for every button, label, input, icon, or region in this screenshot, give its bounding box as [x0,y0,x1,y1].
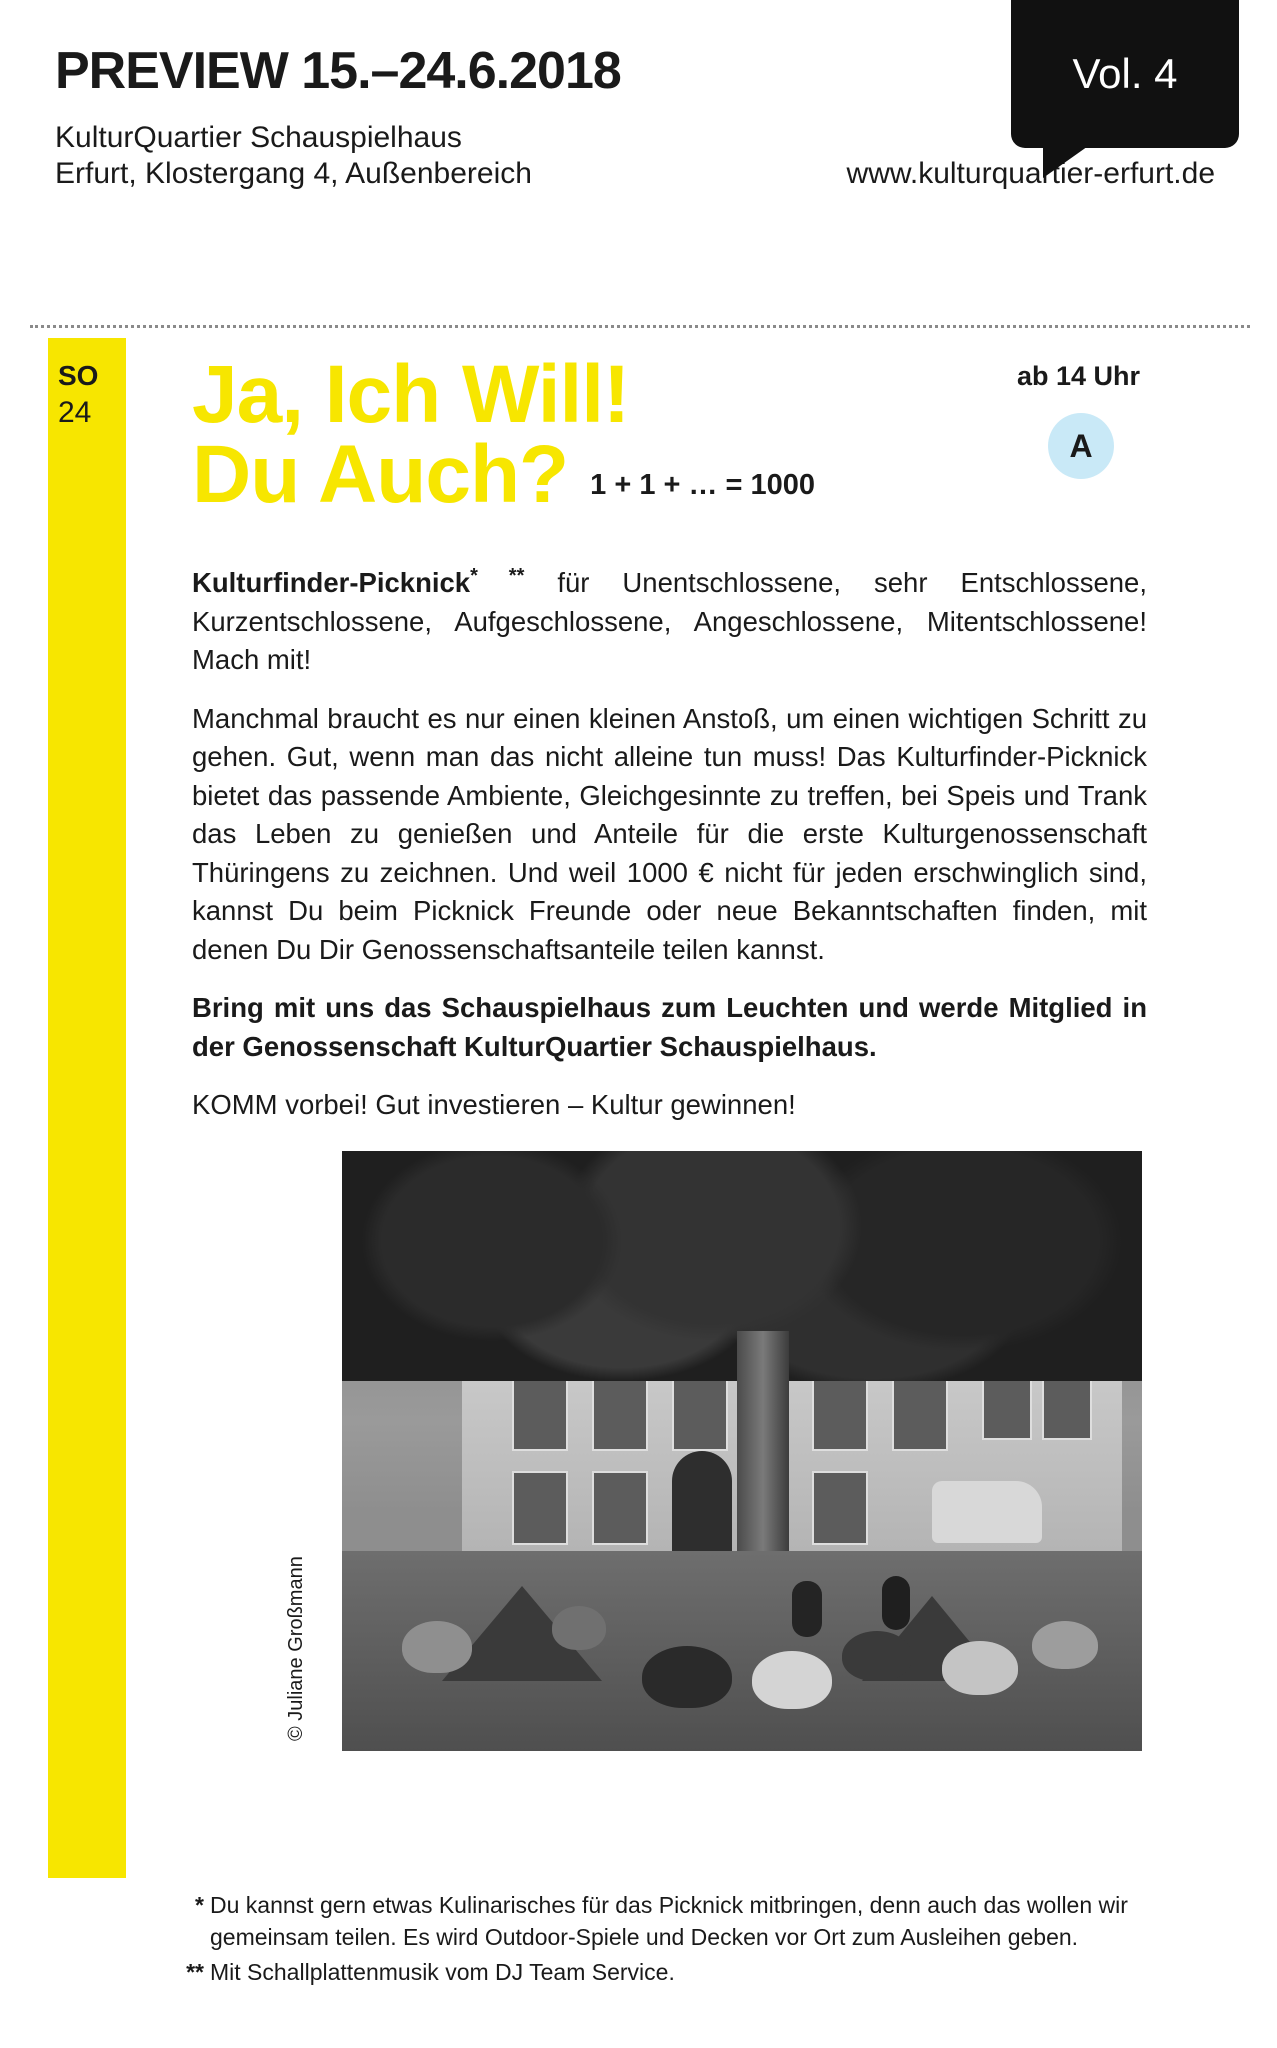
event-title-line-2-row [192,428,1192,520]
event-photo-wrapper [285,1151,1142,1751]
volume-bubble [1011,0,1239,148]
venue-address: Erfurt, Klostergang 4, Außenbereich [55,157,532,191]
paragraph-lead [192,562,1147,680]
event-title-line-1: Ja, Ich Will! [192,349,630,440]
date-day-number: 24 [58,396,92,429]
event-photo [342,1151,1142,1751]
event-content [192,349,1192,1751]
footnote-text: Mit Schallplattenmusik vom DJ Team Service. [210,1959,675,1986]
category-badge: A [1048,413,1114,479]
photo-beanbag [752,1651,832,1709]
photo-window [512,1471,568,1545]
photo-beanbag [842,1631,912,1681]
page-header [0,0,1277,191]
footnote-marker: ** [186,1959,204,1986]
paragraph-2: Manchmal braucht es nur einen kleinen Anstoß, um einen wichtigen Schritt zu gehen. Gut, wenn man das nicht alleine tun muss! Das Kulturfinder-Picknick bietet das passende Ambiente, Gleichgesinnte zu treffen, bei Speis und Trank das Leben zu genießen und Anteile für die erste Kulturgenossenschaft Thüringens zu zeichnen. Und weil 1000 € nicht für jeden erschwinglich sind, kannst Du beim Picknick Freunde oder neue Bekanntschaften finden, mit denen Du Dir Genossenschaftsanteile teilen kannst. [192,702,1147,965]
date-column [48,338,126,1878]
lead-rest-text: für Unentschlossene, sehr Entschlossene, Kurzentschlossene, Aufgeschlossene, Angeschlossene, Mitentschlossene! Mach mit! [192,567,1147,676]
footnotes [170,1890,1150,1993]
lead-bold-text: Kulturfinder-Picknick [192,567,471,599]
volume-label: Vol. 4 [1072,50,1178,97]
event-time: ab 14 Uhr [1016,361,1140,391]
footnote-item [170,1890,1150,1953]
footnote-marker: * [195,1892,204,1918]
venue-row [55,157,1215,191]
lead-footnote-marks: * ** [470,565,525,588]
photo-beanbag [942,1641,1018,1695]
event-title-line-2: Du Auch? [192,428,569,520]
event-equation: 1 + 1 + … = 1000 [590,468,816,501]
event-description [192,562,1147,1125]
header-divider [30,325,1250,328]
page-title: PREVIEW 15.–24.6.2018 [55,42,621,100]
photo-credit: © Juliane Großmann [285,1555,307,1741]
footnote-item [170,1957,1150,1989]
date-weekday: SO [58,360,99,391]
photo-beanbag [1032,1621,1098,1669]
photo-tree-trunk [737,1331,789,1581]
photo-person [882,1576,910,1630]
photo-beanbag [642,1646,732,1708]
event-title-block [192,349,1192,520]
paragraph-4: KOMM vorbei! Gut investieren – Kultur gewinnen! [192,1089,796,1121]
photo-window [592,1471,648,1545]
photo-person [792,1581,822,1637]
website-url[interactable]: www.kulturquartier-erfurt.de [846,157,1215,191]
photo-window [812,1471,868,1545]
venue-name: KulturQuartier Schauspielhaus [55,121,462,154]
paragraph-3: Bring mit uns das Schauspielhaus zum Leuchten und werde Mitglied in der Genossenschaft KulturQuartier Schauspielhaus. [192,992,1147,1062]
footnote-text: Du kannst gern etwas Kulinarisches für das Picknick mitbringen, denn auch das wollen wir gemeinsam teilen. Es wird Outdoor-Spiele und Decken vor Ort zum Ausleihen geben. [210,1892,1128,1950]
photo-van [932,1481,1042,1543]
photo-entrance-door [672,1451,732,1551]
photo-beanbag [402,1621,472,1673]
photo-person [552,1606,606,1650]
